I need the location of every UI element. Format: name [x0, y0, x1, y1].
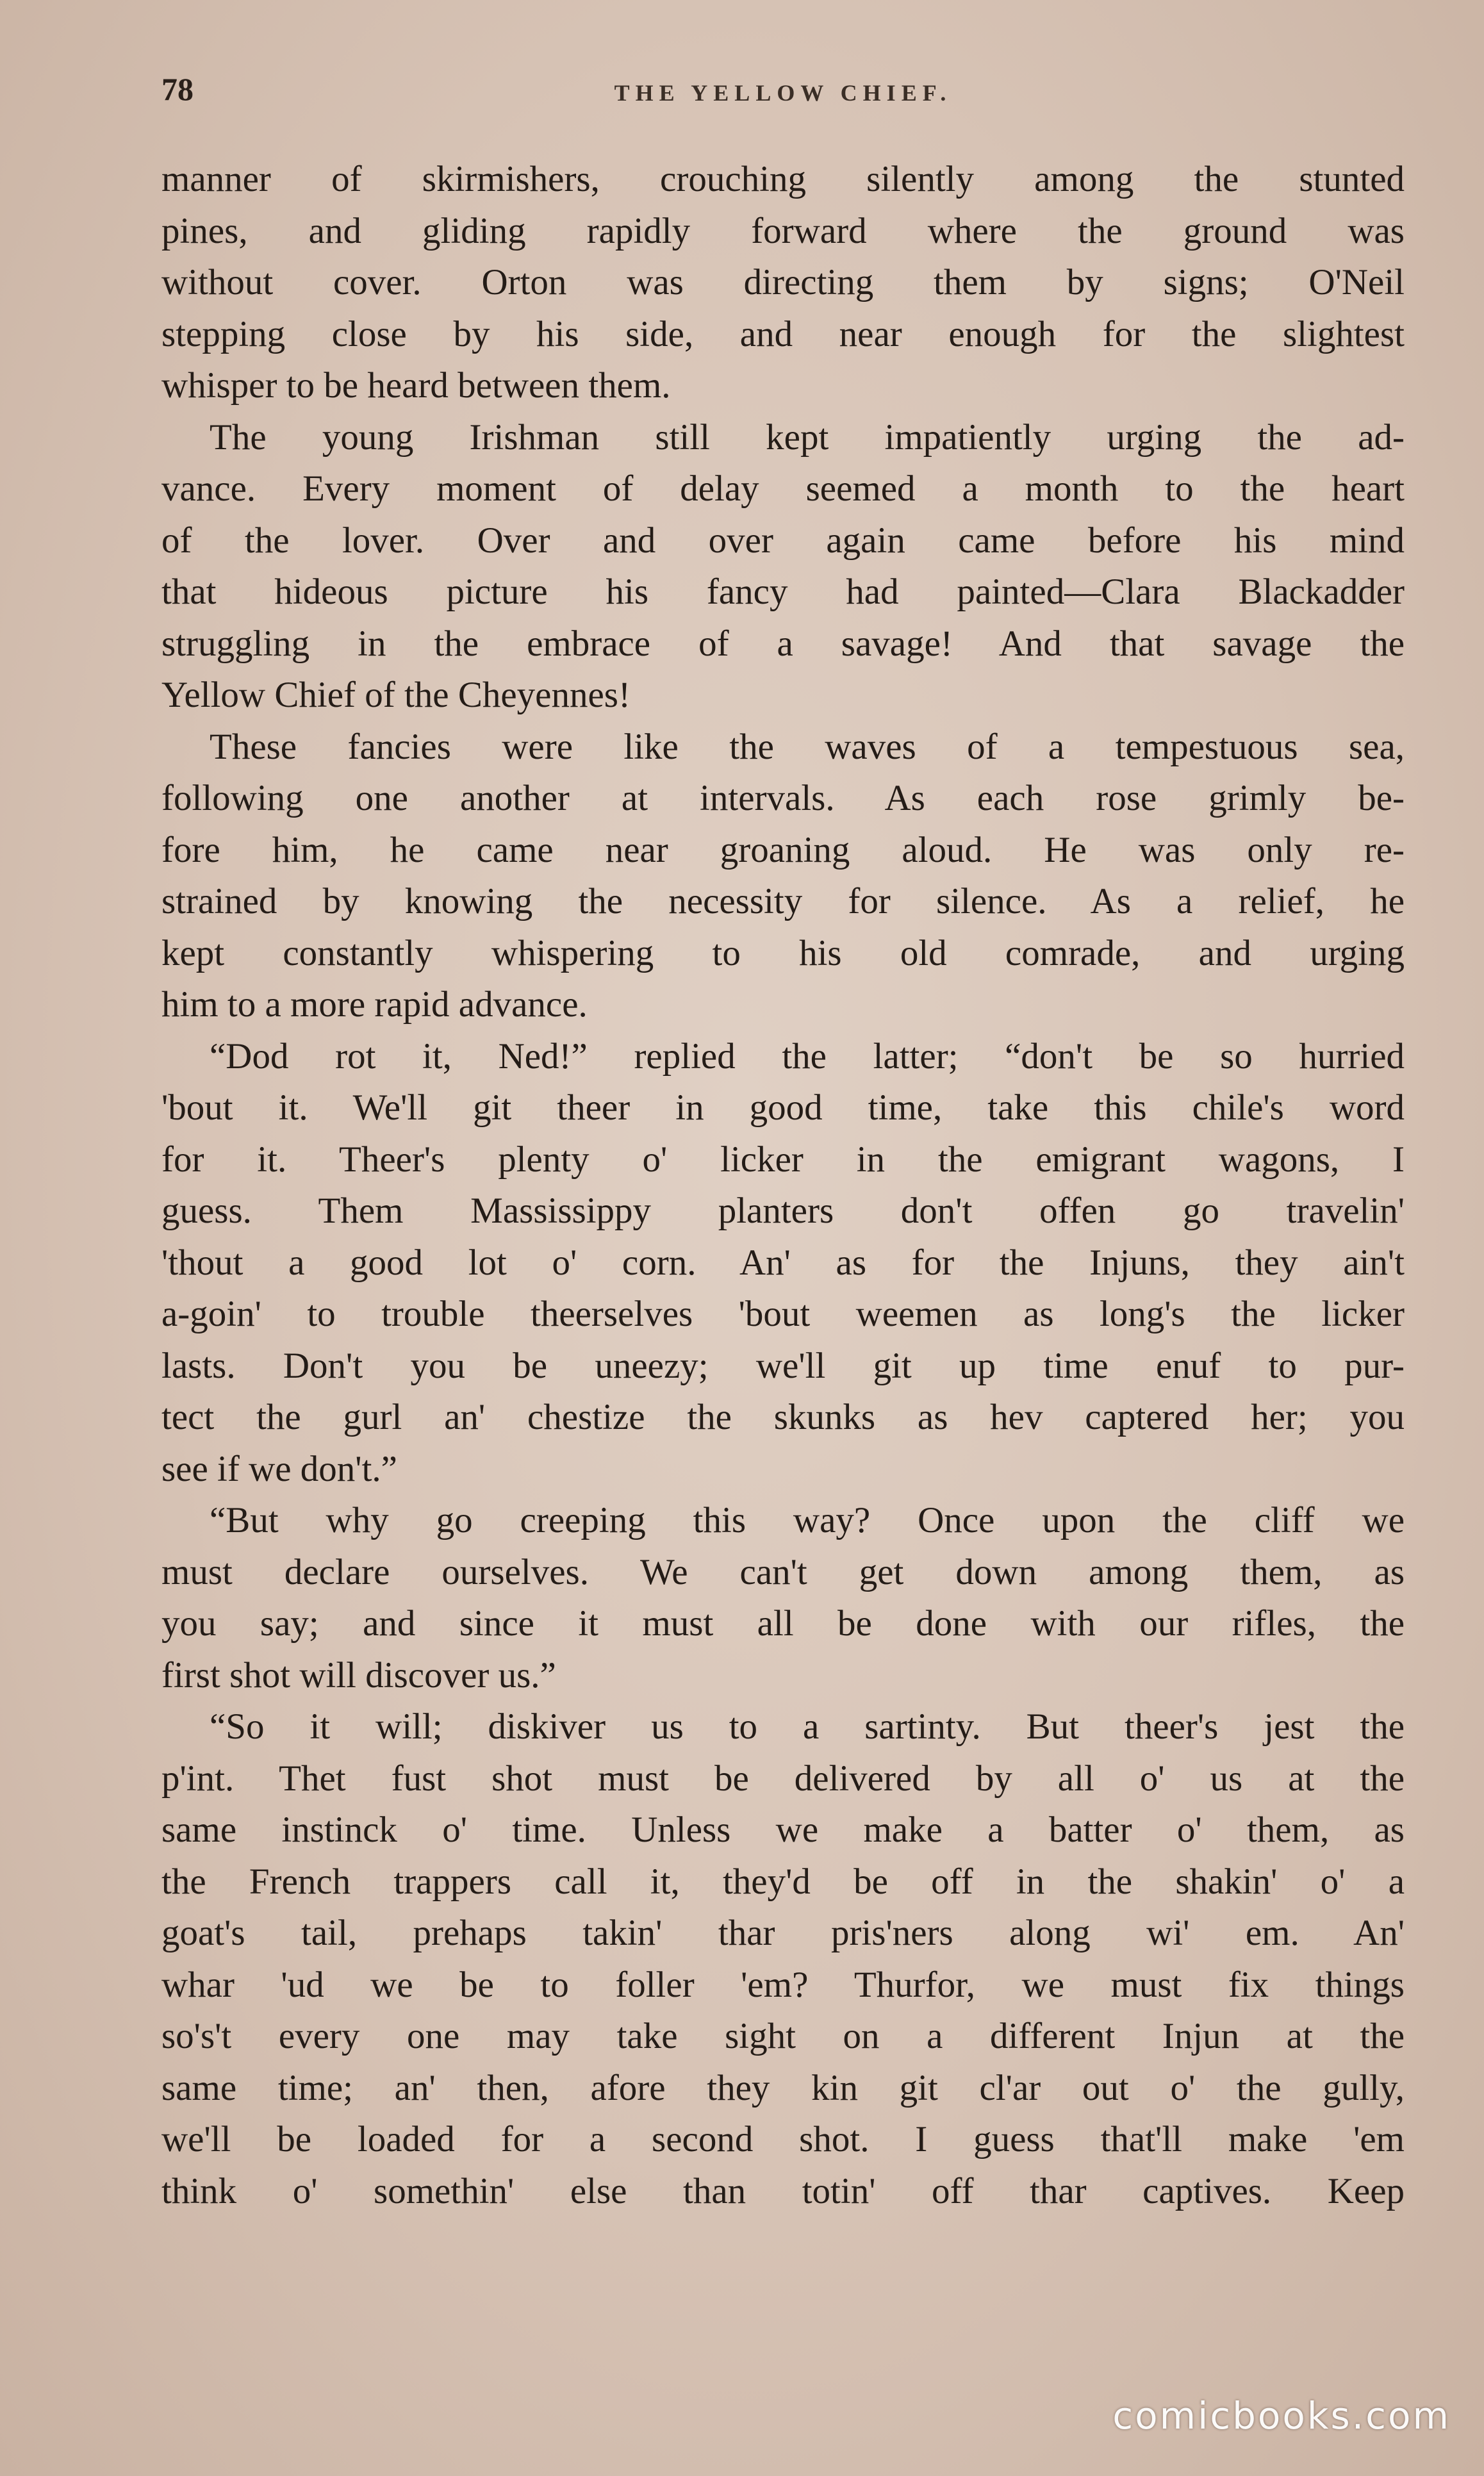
text-line: p'int. Thet fust shot must be delivered by all o' us at the	[161, 1758, 1405, 1799]
text-line: think o' somethin' else than totin' off thar captives. Keep	[161, 2170, 1405, 2211]
text-line: kept constantly whispering to his old comrade, and urging	[161, 932, 1405, 973]
text-line: struggling in the embrace of a savage! And that savage the	[161, 623, 1405, 664]
text-line: “So it will; diskiver us to a sartinty. But theer's jest the	[210, 1706, 1405, 1747]
page-header	[161, 70, 1405, 109]
running-head: THE YELLOW CHIEF.	[614, 80, 952, 106]
text-line: 'bout it. We'll git theer in good time, take this chile's word	[161, 1087, 1405, 1128]
text-line: same instinck o' time. Unless we make a batter o' them, as	[161, 1810, 1405, 1850]
text-line: the French trappers call it, they'd be off in the shakin' o' a	[161, 1861, 1405, 1902]
text-line: whisper to be heard between them.	[161, 365, 671, 406]
text-line: without cover. Orton was directing them by signs; O'Neil	[161, 262, 1405, 302]
text-line: vance. Every moment of delay seemed a month to the heart	[161, 468, 1405, 509]
watermark: comicbooks.com	[1112, 2394, 1451, 2438]
page-number: 78	[161, 71, 194, 107]
text-line: tect the gurl an' chestize the skunks as hev captered her; you	[161, 1397, 1405, 1437]
text-line: strained by knowing the necessity for silence. As a relief, he	[161, 881, 1405, 921]
text-line: a-goin' to trouble theerselves 'bout weemen as long's the licker	[161, 1294, 1405, 1334]
text-line: 'thout a good lot o' corn. An' as for the Injuns, they ain't	[161, 1242, 1405, 1283]
text-line: of the lover. Over and over again came before his mind	[161, 520, 1405, 561]
text-line: manner of skirmishers, crouching silently among the stunted	[161, 159, 1405, 199]
text-line: “Dod rot it, Ned!” replied the latter; “don't be so hurried	[210, 1036, 1405, 1077]
text-line: you say; and since it must all be done with our rifles, the	[161, 1603, 1405, 1644]
text-line: him to a more rapid advance.	[161, 984, 588, 1025]
text-line: first shot will discover us.”	[161, 1655, 556, 1696]
text-line: we'll be loaded for a second shot. I guess that'll make 'em	[161, 2119, 1405, 2159]
text-line: must declare ourselves. We can't get down among them, as	[161, 1551, 1405, 1592]
text-line: following one another at intervals. As each rose grimly be-	[161, 778, 1405, 818]
text-line: “But why go creeping this way? Once upon the cliff we	[210, 1500, 1405, 1540]
text-line: Yellow Chief of the Cheyennes!	[161, 675, 631, 715]
text-line: These fancies were like the waves of a tempestuous sea,	[210, 726, 1405, 767]
text-line: fore him, he came near groaning aloud. He was only re-	[161, 829, 1405, 870]
text-line: same time; an' then, afore they kin git cl'ar out o' the gully,	[161, 2067, 1405, 2108]
text-line: for it. Theer's plenty o' licker in the emigrant wagons, I	[161, 1139, 1405, 1180]
text-line: that hideous picture his fancy had painted—Clara Blackadder	[161, 572, 1405, 612]
body-text	[161, 154, 1405, 2217]
text-line: so's't every one may take sight on a different Injun at the	[161, 2016, 1405, 2056]
text-line: see if we don't.”	[161, 1448, 397, 1489]
text-line: lasts. Don't you be uneezy; we'll git up time enuf to pur-	[161, 1345, 1405, 1386]
text-line: goat's tail, prehaps takin' thar pris'ners along wi' em. An'	[161, 1913, 1405, 1953]
text-line: stepping close by his side, and near enough for the slightest	[161, 313, 1405, 354]
text-line: whar 'ud we be to foller 'em? Thurfor, we must fix things	[161, 1964, 1405, 2005]
text-line: The young Irishman still kept impatiently urging the ad-	[210, 417, 1405, 458]
text-line: guess. Them Massissippy planters don't offen go travelin'	[161, 1191, 1405, 1231]
text-line: pines, and gliding rapidly forward where the ground was	[161, 210, 1405, 251]
